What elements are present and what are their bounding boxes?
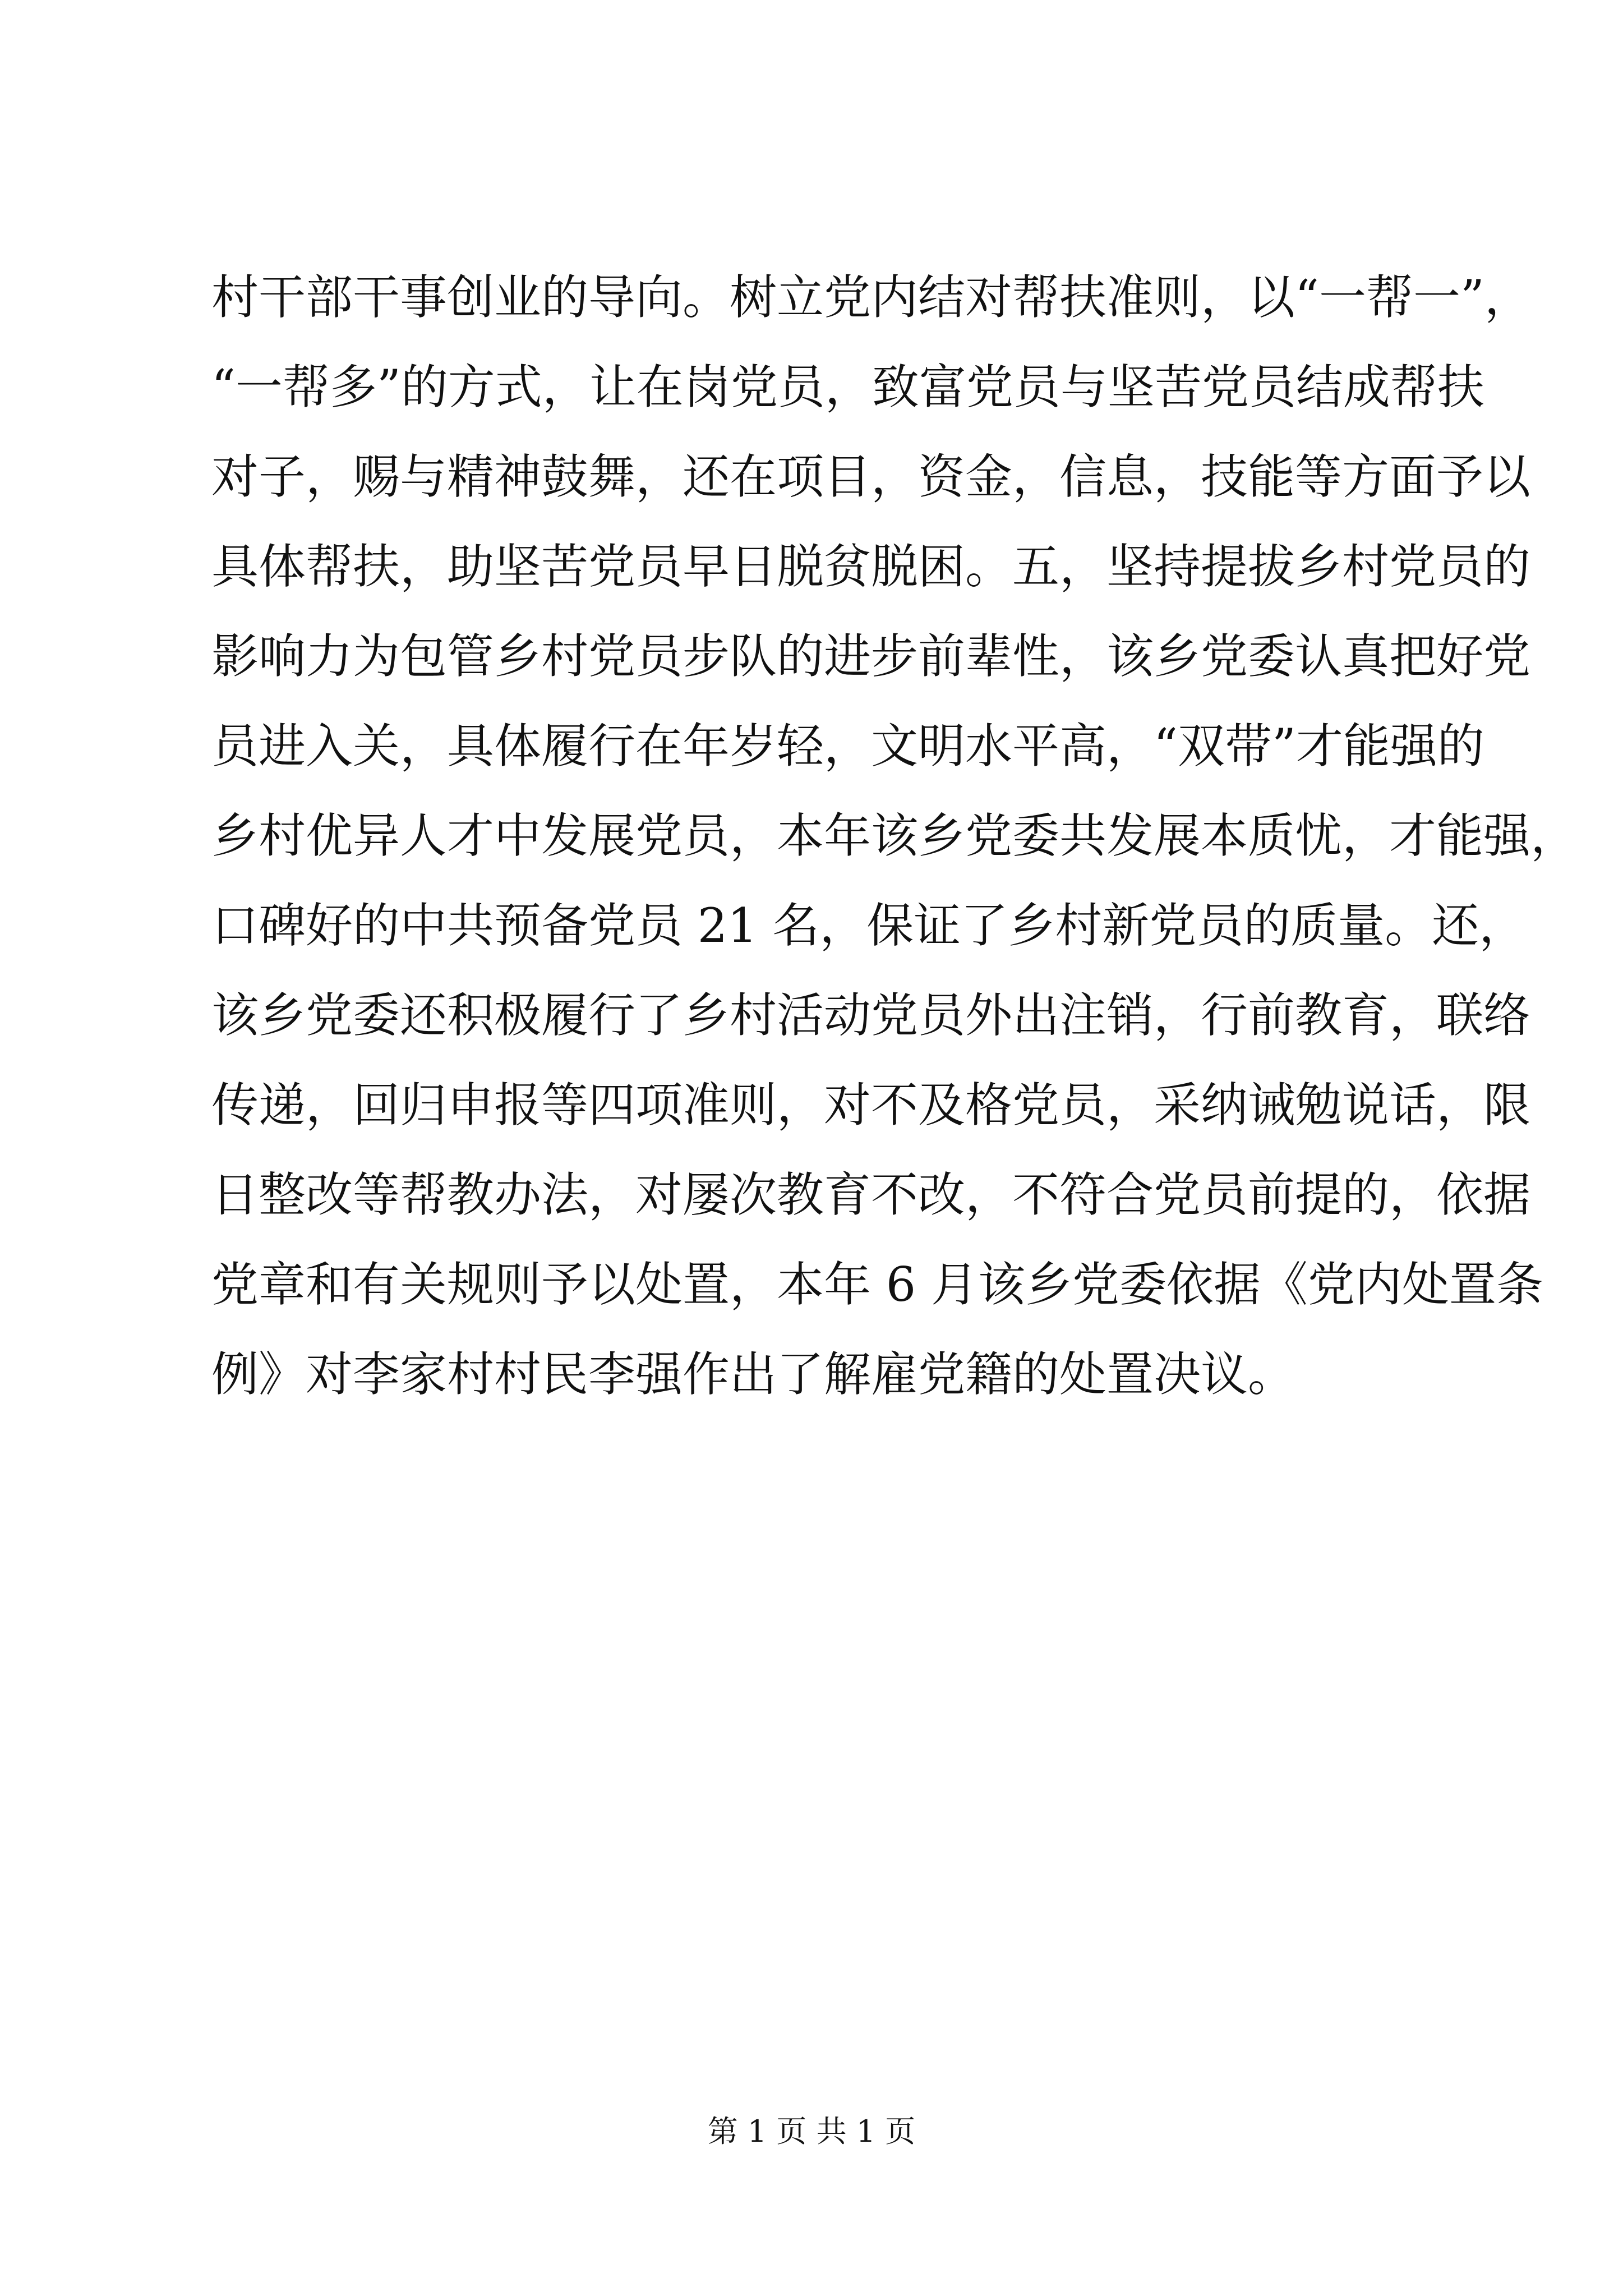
body-text (211, 252, 1578, 1419)
text-line: 乡村优异人才中发展党员，本年该乡党委共发展本质忧，才能强， (211, 808, 1578, 863)
page-footer: 第 1 页 共 1 页 (707, 2114, 916, 2149)
text-line: 该乡党委还积极履行了乡村活动党员外出注销，行前教育，联络 (211, 988, 1531, 1043)
text-line: 党章和有关规则予以处置，本年 6 月该乡党委依据《党内处置条 (211, 1257, 1543, 1312)
text-line: 传递，回归申报等四项准则，对不及格党员，采纳诫勉说话，限 (211, 1078, 1531, 1133)
text-line: 例》对李家村村民李强作出了解雇党籍的处置决议。 (211, 1347, 1295, 1402)
text-line: 口碑好的中共预备党员 21 名，保证了乡村新党员的质量。还， (211, 898, 1527, 953)
text-line: 具体帮扶，助坚苦党员早日脱贫脱困。五，坚持提拔乡村党员的 (211, 539, 1531, 594)
text-line: 日整改等帮教办法，对屡次教育不改，不符合党员前提的，依据 (211, 1167, 1531, 1222)
text-line: 员进入关，具体履行在年岁轻，文明水平高，“双带”才能强的 (211, 719, 1484, 774)
text-line: 对子，赐与精神鼓舞，还在项目，资金，信息，技能等方面予以 (211, 449, 1531, 504)
text-line: 影响力为包管乡村党员步队的进步前辈性，该乡党委认真把好党 (211, 629, 1531, 684)
text-line: “一帮多”的方式，让在岗党员，致富党员与坚苦党员结成帮扶 (211, 360, 1484, 415)
text-line: 村干部干事创业的导向。树立党内结对帮扶准则，以“一帮一”， (211, 270, 1532, 325)
